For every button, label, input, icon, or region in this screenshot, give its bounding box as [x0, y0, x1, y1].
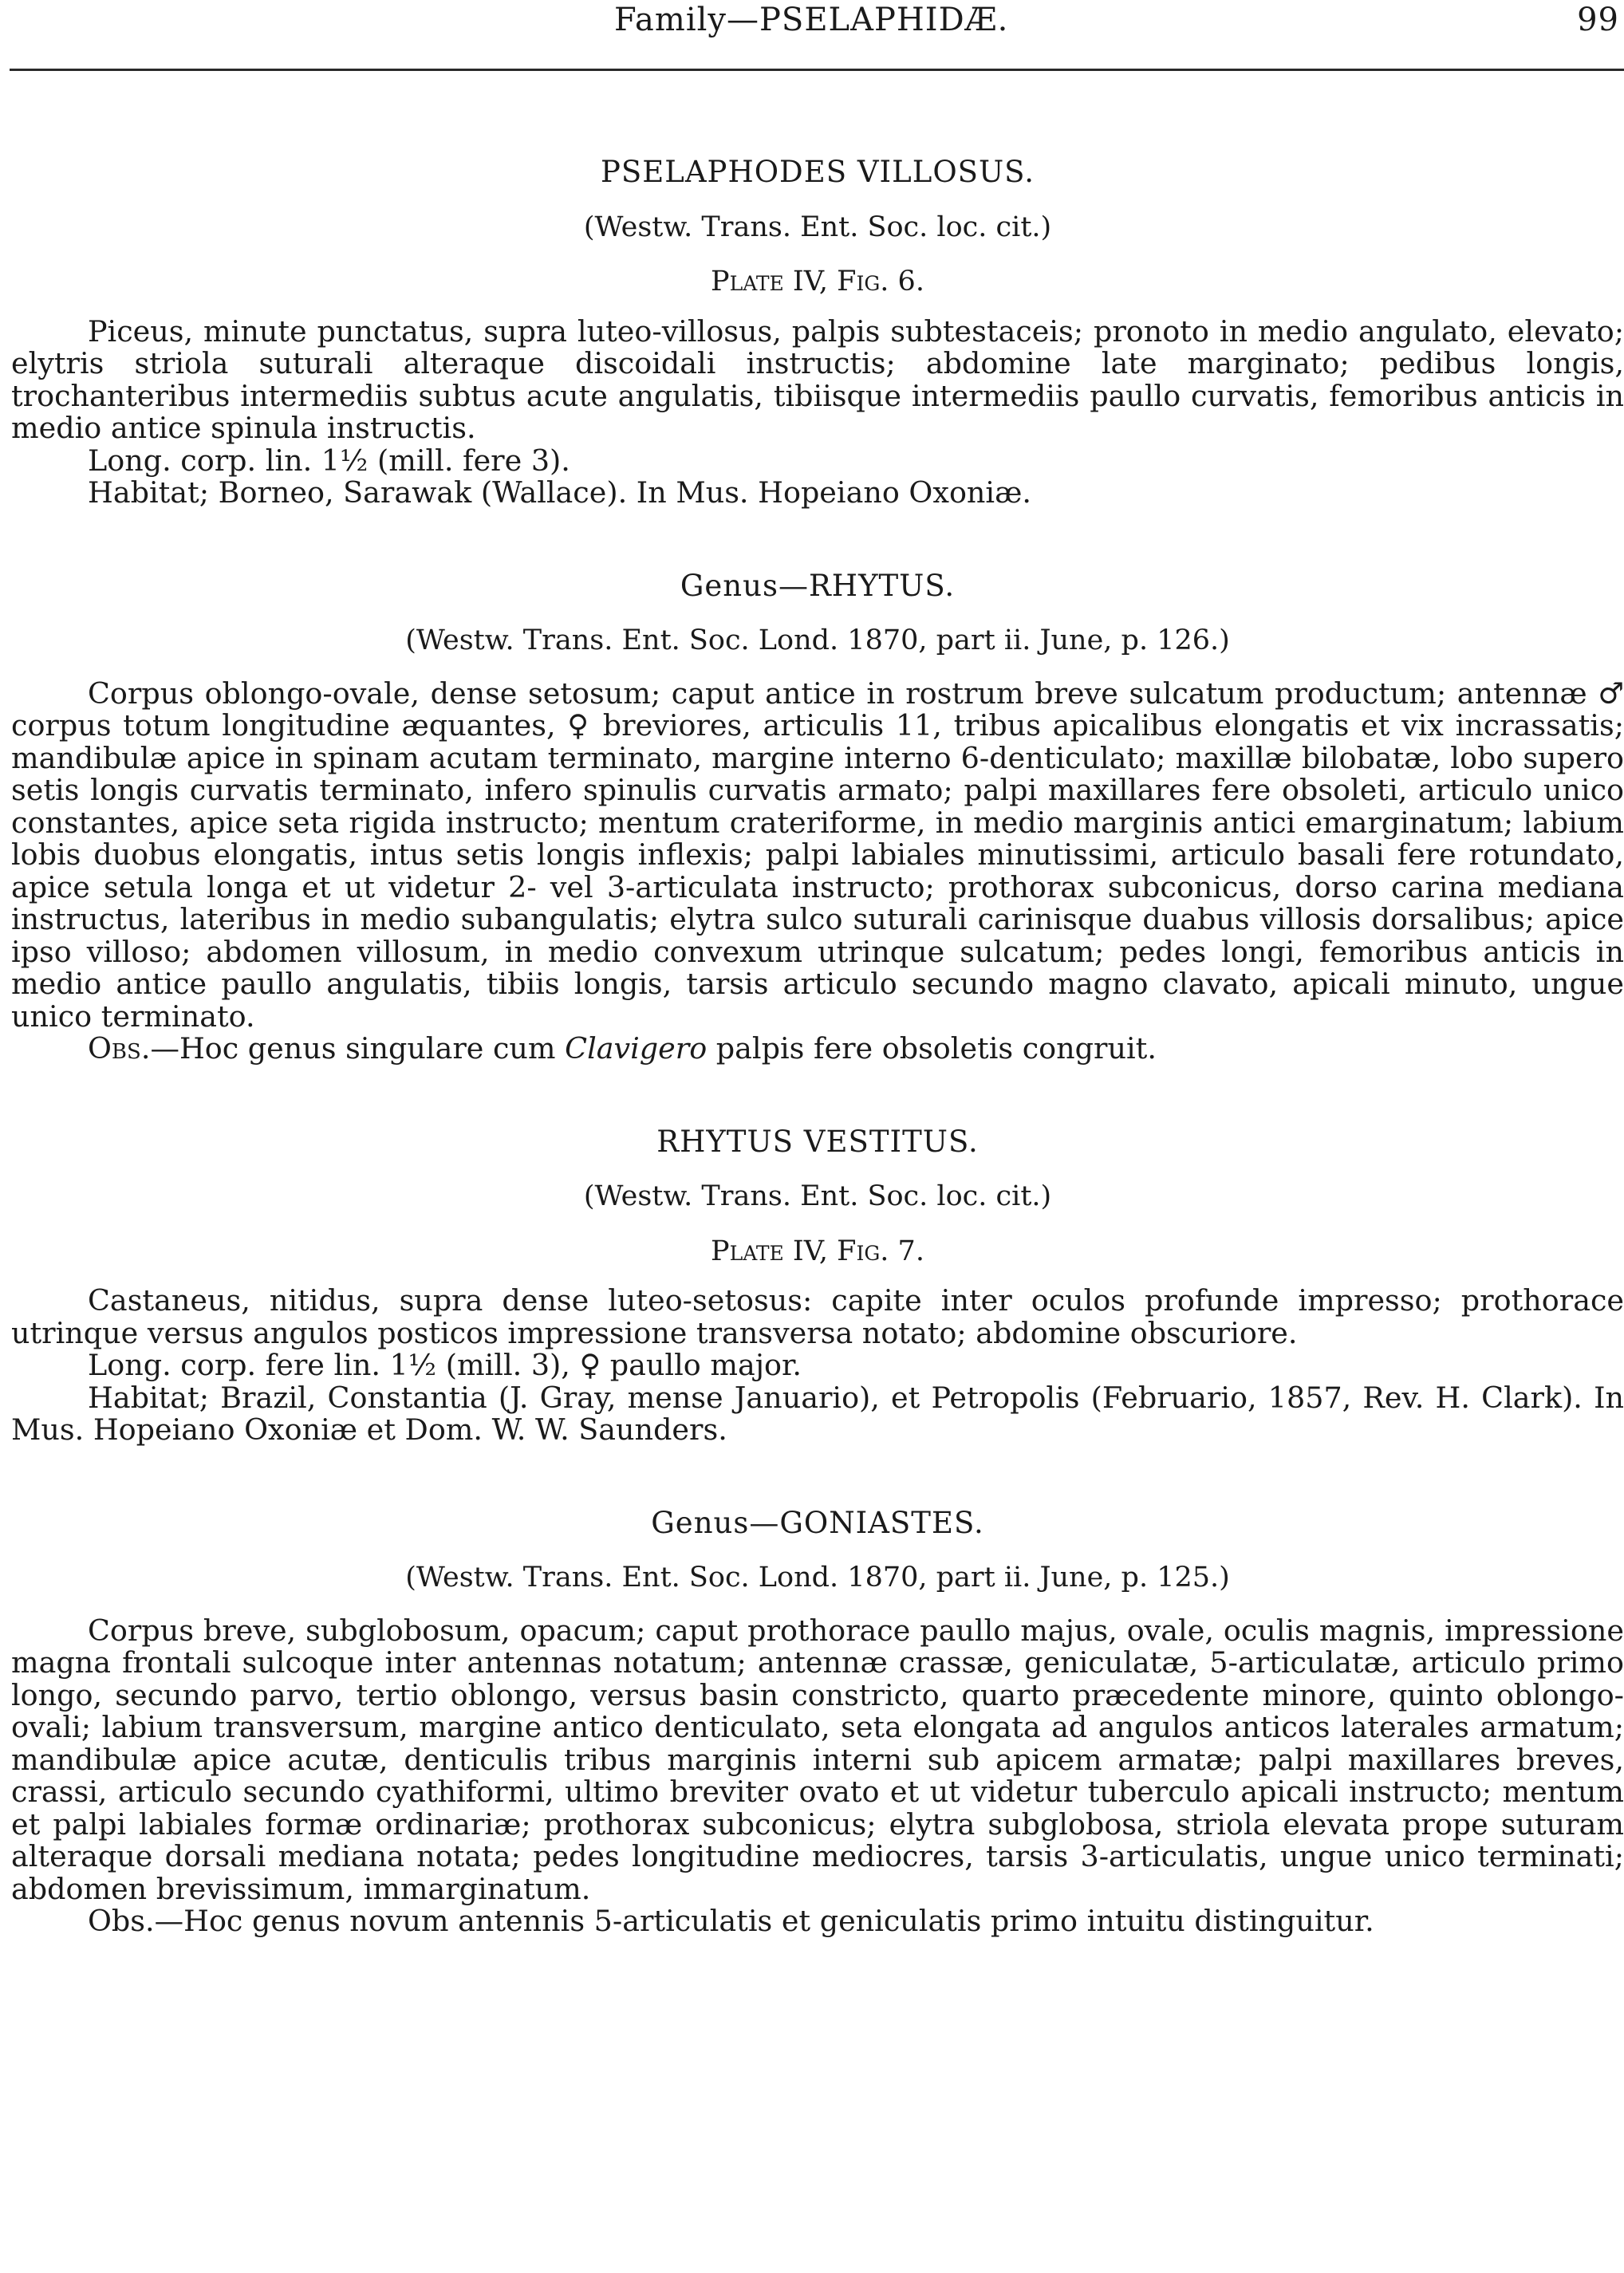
obs-italic: Clavigero: [565, 1031, 708, 1066]
description: Piceus, minute punctatus, supra luteo-villosus, palpis subtestaceis; pronoto in medio angulato, elevato; elytris striola suturali alteraque discoidali instructis; abdomine late marginato; pedibus longis, trochanteribus intermediis subtus acute angulatis, tibiisque intermediis paullo curvatis, femoribus anticis in medio antice spinula instructis.: [11, 313, 1624, 445]
section-rhytus-vestitus: [11, 1126, 1624, 1447]
description: Castaneus, nitidus, supra dense luteo-setosus: capite inter oculos profunde impresso; prothorace utrinque versus angulos posticos impressione transversa notato; abdomine obscuriore.: [11, 1283, 1624, 1350]
obs-text-after: palpis fere obsoletis congruit.: [707, 1031, 1157, 1066]
page-body: [11, 156, 1624, 1938]
reference: (Westw. Trans. Ent. Soc. Lond. 1870, part ii. June, p. 126.): [405, 624, 1230, 656]
obs-note: [11, 1033, 1624, 1066]
description: Corpus oblongo-ovale, dense setosum; caput antice in rostrum breve sulcatum productum; antennæ ♂ corpus totum longitudine æquantes, ♀ breviores, articulis 11, tribus apicalibus elongatis et vix incrassatis; mandibulæ apice in spinam acutam terminato, margine interno 6-denticulato; maxillæ bilobatæ, lobo supero setis longis curvatis terminato, infero spinulis curvatis armato; palpi maxillares fere obsoleti, articulo unico constantes, apice seta rigida instructo; mentum crateriforme, in medio marginis antici emarginatum; labium lobis duobus elongatis, intus setis longis inflexis; palpi labiales minutissimi, articulo basali fere rotundato, apice setula longa et ut videtur 2- vel 3-articulata instructo; prothorax subconicus, dorso carina mediana instructus, lateribus in medio subangulatis; elytra sulco suturali carinisque duabus villosis dorsalibus; apice ipso villoso; abdomen villosum, in medio convexum utrinque sulcatum; pedes longi, femoribus anticis in medio antice paullo angulatis, tibiis longis, tarsis articulo secundo magno clavato, apicali minuto, ungue unico terminato.: [11, 676, 1624, 1034]
header-rule: [10, 69, 1624, 71]
reference: (Westw. Trans. Ent. Soc. Lond. 1870, part ii. June, p. 125.): [405, 1562, 1230, 1593]
species-heading: RHYTUS VESTITUS.: [656, 1124, 979, 1159]
section-genus-goniastes: [11, 1507, 1624, 1938]
length-note: Long. corp. lin. 1½ (mill. fere 3).: [88, 443, 570, 478]
plate-reference: Plate IV, Fig. 7.: [711, 1235, 924, 1267]
species-heading: PSELAPHODES VILLOSUS.: [601, 155, 1035, 189]
plate-reference: Plate IV, Fig. 6.: [711, 266, 924, 297]
description: Corpus breve, subglobosum, opacum; caput prothorace paullo majus, ovale, oculis magnis, impressione magna frontali sulcoque inter antennas notatum; antennæ crassæ, geniculatæ, 5-articulatæ, articulo primo longo, secundo parvo, tertio oblongo, versus basin constricto, quarto præcedente minore, quinto oblongo-ovali; labium transversum, margine antico denticulato, seta elongata ad angulos anticos laterales armatum; mandibulæ apice acutæ, denticulis tribus marginis interni sub apicem armatæ; palpi maxillares breves, crassi, articulo secundo cyathiformi, ultimo breviter ovato et ut videtur tuberculo apicali instructo; mentum et palpi labiales formæ ordinariæ; prothorax subconicus; elytra subglobosa, striola elevata prope suturam alteraque dorsali mediana notata; pedes longitudine mediocres, tarsis 3-articulatis, ungue unico terminati; abdomen brevissimum, immarginatum.: [11, 1613, 1624, 1906]
reference: (Westw. Trans. Ent. Soc. loc. cit.): [583, 1180, 1052, 1212]
genus-heading: Genus—GONIASTES.: [651, 1505, 984, 1540]
genus-heading: Genus—RHYTUS.: [680, 568, 956, 603]
habitat-note: Habitat; Brazil, Constantia (J. Gray, mense Januario), et Petropolis (Februario, 1857, Rev. H. Clark). In Mus. Hopeiano Oxoniæ et Dom. W. W. Saunders.: [11, 1380, 1624, 1447]
reference: (Westw. Trans. Ent. Soc. loc. cit.): [583, 211, 1052, 243]
section-genus-rhytus: [11, 570, 1624, 1066]
page-number: 99: [1577, 2, 1619, 38]
obs-label: Obs.: [88, 1031, 151, 1066]
length-note: Long. corp. fere lin. 1½ (mill. 3), ♀ paullo major.: [88, 1348, 802, 1382]
section-pselaphodes-villosus: [11, 156, 1624, 510]
running-head: [0, 0, 1624, 46]
obs-text-before: —Hoc genus singulare cum: [150, 1031, 566, 1066]
running-head-title: Family—PSELAPHIDÆ.: [614, 2, 1009, 38]
habitat-note: Habitat; Borneo, Sarawak (Wallace). In Mus. Hopeiano Oxoniæ.: [88, 475, 1032, 510]
obs-note: Obs.—Hoc genus novum antennis 5-articulatis et geniculatis primo intuitu distinguitur.: [88, 1904, 1374, 1938]
